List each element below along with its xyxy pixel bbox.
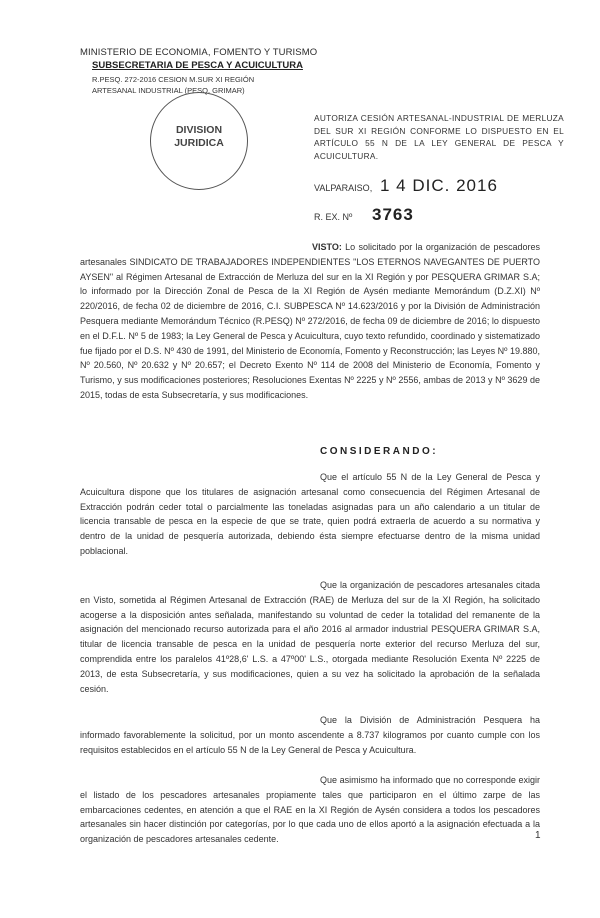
- resolution-title: AUTORIZA CESIÓN ARTESANAL-INDUSTRIAL DE MERLUZA DEL SUR XI REGIÓN CONFORME LO DISPUESTO EN EL ARTÍCULO 55 N DE LA LEY GENERAL DE PESCA Y ACUICULTURA.: [314, 113, 564, 161]
- ministry-name: MINISTERIO DE ECONOMIA, FOMENTO Y TURISMO: [80, 47, 318, 58]
- visto-text: Lo solicitado por la organización de pescadores artesanales SINDICATO DE TRABAJADORES INDEPENDIENTES "LOS ETERNOS NAVEGANTES DE PUERTO AYSEN" al Régimen Artesanal de Extracción de Merluza del sur en la XI Región y por PESQUERA GRIMAR S.A; lo informado por la Dirección Zonal de Pesca de la XI Región de Aysén mediante Memorándum (D.Z.XI) Nº 220/2016, de fecha 02 de diciembre de 2016, C.I. SUBPESCA Nº 14.623/2016 y por la División de Administración Pesquera mediante Memorándum Técnico (R.PESQ) Nº 272/2016, de fecha 09 de diciembre de 2016; lo dispuesto en el D.F.L. Nº 5 de 1983; la Ley General de Pesca y Acuicultura, cuyo texto refundido, coordinado y sistematizado fue fijado por el D.S. Nº 430 de 1991, del Ministerio de Economía, Fomento y Reconstrucción; las Leyes Nº 19.880, Nº 20.560, Nº 20.632 y Nº 20.657; el Decreto Exento Nº 114 de 2008 del Ministerio de Economía, Fomento y Turismo, y sus modificaciones posteriores; Resoluciones Exentas Nº 2225 y Nº 2556, ambas de 2013 y Nº 3629 de 2015, todas de esta Subsecretaría, y sus modificaciones.: [80, 242, 540, 400]
- visto-label: VISTO:: [312, 242, 342, 252]
- rex-number: 3763: [372, 205, 414, 224]
- reference-line-1: R.PESQ. 272-2016 CESION M.SUR XI REGIÓN: [92, 75, 255, 84]
- stamp-line-1: DIVISION: [175, 124, 223, 136]
- subsecretaria-name: SUBSECRETARIA DE PESCA Y ACUICULTURA: [92, 60, 303, 71]
- considerando-p3-text: Que la División de Administración Pesquera ha informado favorablemente la solicitud, por un monto ascendente a 8.737 kilogramos por cuanto cumple con los requisitos establecidos en el artículo 55 N de la Ley General de Pesca y Acuicultura.: [80, 715, 540, 755]
- considerando-paragraph-3: [80, 713, 540, 757]
- place: VALPARAISO,: [314, 183, 373, 193]
- resolution-date: 1 4 DIC. 2016: [380, 176, 498, 195]
- considerando-heading: CONSIDERANDO:: [320, 446, 439, 457]
- considerando-paragraph-1: [80, 470, 540, 559]
- visto-paragraph: [80, 240, 540, 403]
- considerando-paragraph-2: [80, 578, 540, 696]
- considerando-paragraph-4: [80, 773, 540, 847]
- stamp-line-2: JURIDICA: [174, 137, 224, 149]
- considerando-p4-text: Que asimismo ha informado que no corresponde exigir el listado de los pescadores artesanales propiamente tales que participaron en el último zarpe de las embarcaciones cedentes, en atención a que el RAE en la XI Región de Aysén considera a todos los pescadores artesanales sin hacer distinción por categorías, por lo que cada uno de ellos aportó a la asignación efectuada a la organización de pescadores artesanales cedente.: [80, 775, 540, 845]
- reference-line-2: ARTESANAL INDUSTRIAL (PESQ. GRIMAR): [92, 86, 245, 95]
- considerando-p2-text: Que la organización de pescadores artesanales citada en Visto, sometida al Régimen Artesanal de Extracción (RAE) de Merluza del sur de la XI Región, ha solicitado acogerse a la disposición antes señalada, manifestando su voluntad de ceder la totalidad del remanente de la asignación del mencionado recurso autorizada para el año 2016 al armador industrial PESQUERA GRIMAR S.A, titular de licencia transable de pesca en la unidad de pesquería norte exterior del recurso Merluza del sur, comprendida entre los paralelos 41º28,6' L.S. a 47º00' L.S., otorgada mediante Resolución Exenta Nº 2225 de 2013, de esta Subsecretaría, y sus modificaciones, quien a su vez ha solicitado la aprobación de la señalada cesión.: [80, 580, 540, 694]
- rex-label: R. EX. Nº: [314, 212, 353, 222]
- page-number: 1: [535, 830, 541, 841]
- stamp-text: [164, 124, 234, 150]
- considerando-p1-text: Que el artículo 55 N de la Ley General de Pesca y Acuicultura dispone que los titulares de asignación artesanal como consecuencia del Régimen Artesanal de Extracción podrán ceder total o parcialmente las toneladas asignadas para un año calendario a un titular de licencia transable de pesca en la especie de que se trate, quien podrá extraerla de acuerdo a su normativa y dentro de la unidad de pesquería autorizada, debiendo ésta siempre efectuarse dentro de la misma unidad poblacional.: [80, 472, 540, 556]
